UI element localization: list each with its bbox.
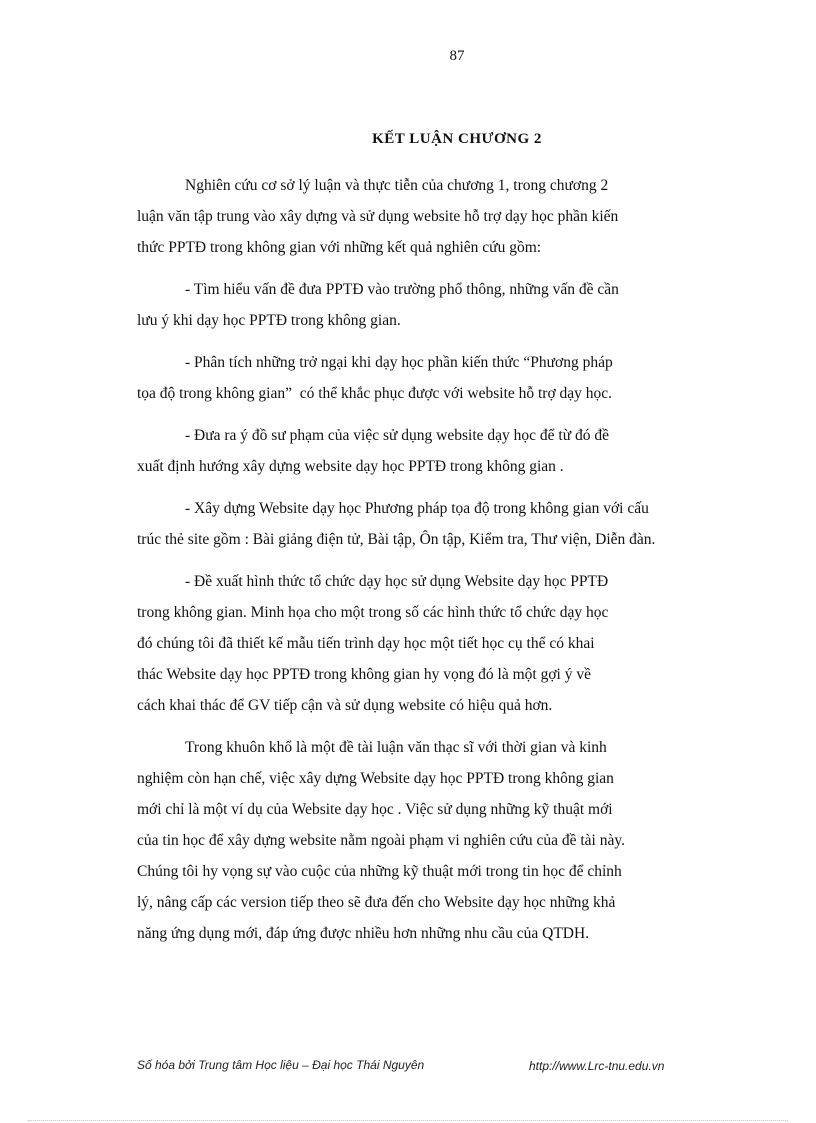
paragraph-line: trong không gian. Minh họa cho một trong số các hình thức tổ chức dạy học — [137, 604, 609, 621]
paragraph-line: xuất định hướng xây dựng website dạy học PPTĐ trong không gian . — [137, 458, 564, 475]
bullet-item — [137, 274, 737, 336]
paragraph-line: đó chúng tôi đã thiết kế mẫu tiến trình dạy học một tiết học cụ thể có khai — [137, 635, 595, 652]
paragraph-line: năng ứng dụng mới, đáp ứng được nhiều hơn những nhu cầu của QTDH. — [137, 925, 590, 942]
bullet-item — [137, 420, 737, 482]
paragraph-intro — [137, 170, 737, 263]
paragraph-line: thác Website dạy học PPTĐ trong không gian hy vọng đó là một gợi ý về — [137, 666, 591, 683]
paragraph-line: - Xây dựng Website dạy học Phương pháp tọa độ trong không gian với cấu — [185, 500, 649, 517]
paragraph-line: - Đề xuất hình thức tổ chức dạy học sử dụng Website dạy học PPTĐ — [185, 573, 609, 590]
footer-url-link[interactable]: http://www.Lrc-tnu.edu.vn — [529, 1059, 665, 1073]
document-body — [137, 170, 737, 960]
paragraph-line: lưu ý khi dạy học PPTĐ trong không gian. — [137, 312, 401, 329]
paragraph-line: thức PPTĐ trong không gian với những kết quả nghiên cứu gồm: — [137, 239, 542, 256]
paragraph-line: - Tìm hiểu vấn đề đưa PPTĐ vào trường phổ thông, những vấn đề cần — [185, 281, 619, 298]
paragraph-line: tọa độ trong không gian” có thể khắc phục được với website hỗ trợ dạy học. — [137, 385, 613, 402]
paragraph-line: - Đưa ra ý đồ sư phạm của việc sử dụng website dạy học để từ đó đề — [185, 427, 610, 444]
bullet-item — [137, 347, 737, 409]
paragraph-line: cách khai thác để GV tiếp cận và sử dụng website có hiệu quả hơn. — [137, 697, 553, 714]
paragraph-line: nghiệm còn hạn chế, việc xây dựng Website dạy học PPTĐ trong không gian — [137, 770, 614, 787]
paragraph-line: của tin học để xây dựng website nằm ngoài phạm vi nghiên cứu của đề tài này. — [137, 832, 625, 849]
paragraph-line: luận văn tập trung vào xây dựng và sử dụng website hỗ trợ dạy học phần kiến — [137, 208, 619, 225]
bullet-item — [137, 566, 737, 721]
paragraph-line: lý, nâng cấp các version tiếp theo sẽ đưa đến cho Website dạy học những khả — [137, 894, 616, 911]
page-number: 87 — [449, 48, 465, 64]
footer-source-text: Số hóa bởi Trung tâm Học liệu – Đại học Thái Nguyên — [137, 1058, 425, 1072]
paragraph-line: mới chỉ là một ví dụ của Website dạy học . Việc sử dụng những kỹ thuật mới — [137, 801, 613, 818]
paragraph-line: - Phân tích những trở ngại khi dạy học phần kiến thức “Phương pháp — [185, 354, 613, 371]
chapter-title: KẾT LUẬN CHƯƠNG 2 — [372, 131, 542, 147]
bullet-item — [137, 493, 737, 555]
paragraph-line: Chúng tôi hy vọng sự vào cuộc của những kỹ thuật mới trong tin học để chỉnh — [137, 863, 622, 880]
paragraph-line: Trong khuôn khổ là một đề tài luận văn thạc sĩ với thời gian và kinh — [185, 739, 607, 756]
paragraph-line: trúc thẻ site gồm : Bài giảng điện tử, Bài tập, Ôn tập, Kiểm tra, Thư viện, Diễn đàn. — [137, 531, 656, 548]
paragraph-conclusion — [137, 732, 737, 949]
page-bottom-divider — [28, 1120, 788, 1121]
paragraph-line: Nghiên cứu cơ sở lý luận và thực tiễn của chương 1, trong chương 2 — [185, 177, 609, 194]
